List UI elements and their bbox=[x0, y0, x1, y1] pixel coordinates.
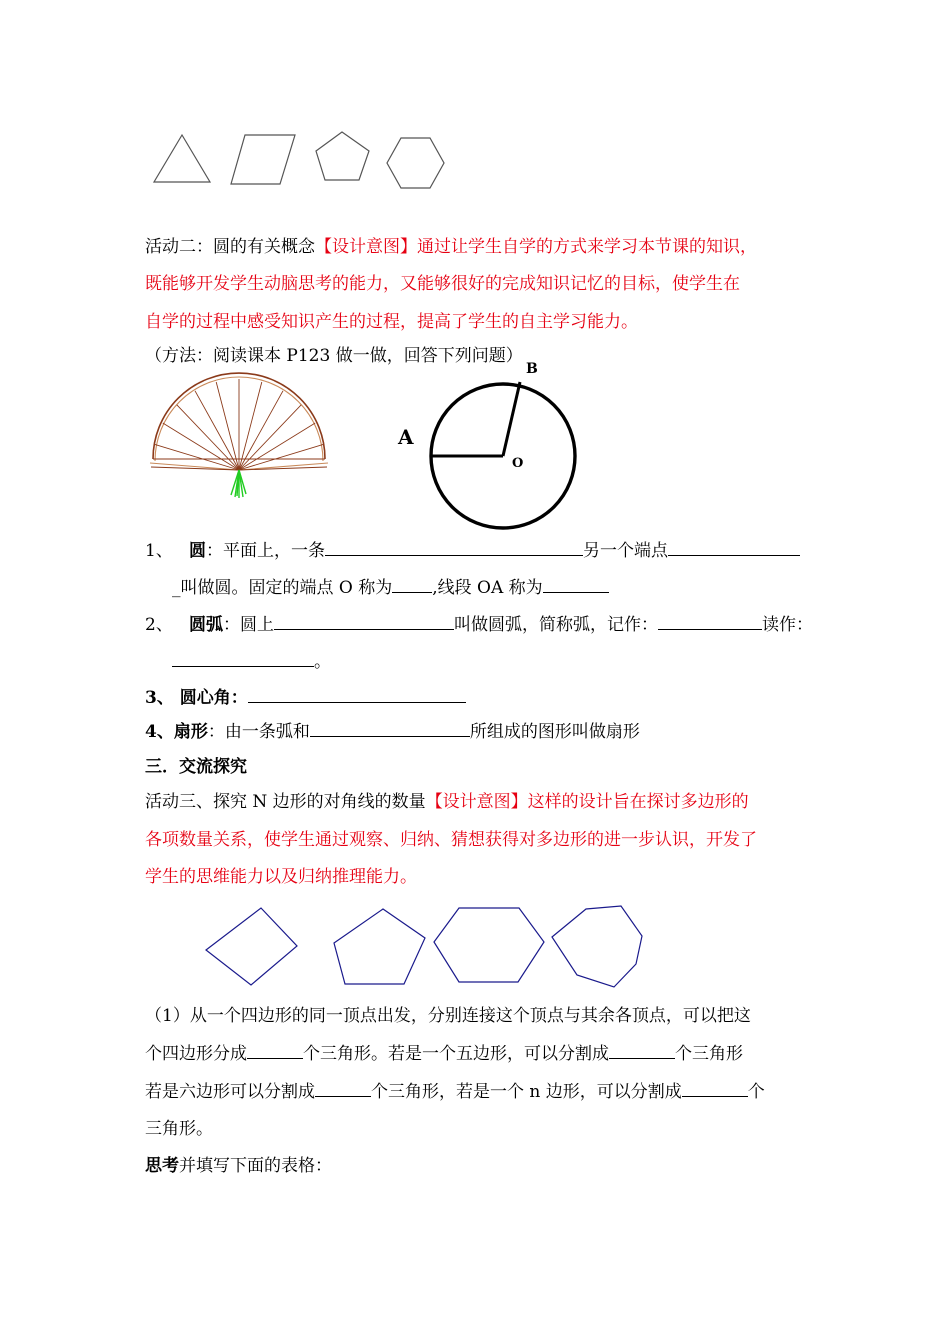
section3-heading: 三．交流探究 bbox=[145, 757, 247, 777]
quadrilateral-shape bbox=[206, 908, 297, 985]
activity2-design-3: 自学的过程中感受知识产生的过程，提高了学生的自主学习能力。 bbox=[145, 312, 638, 332]
hexagon-blue-shape bbox=[434, 908, 544, 982]
activity3-design-3: 学生的思维能力以及归纳推理能力。 bbox=[145, 867, 417, 887]
q4-text-1: ：由一条弧和 bbox=[207, 722, 310, 742]
q4-text-2: 所组成的图形叫做扇形 bbox=[469, 722, 640, 742]
activity2-design-2: 既能够开发学生动脑思考的能力，又能够很好的完成知识记忆的目标，使学生在 bbox=[145, 274, 740, 294]
q2-text-1: ：圆上 bbox=[223, 615, 275, 635]
q2-term: 圆弧 bbox=[189, 615, 224, 635]
activity2-method: （方法：阅读课本 P123 做一做，回答下列问题） bbox=[145, 346, 523, 366]
heptagon-shape bbox=[552, 906, 642, 987]
para1-text-3: 个三角形 bbox=[675, 1044, 743, 1064]
q1-number: 1、 bbox=[145, 541, 173, 561]
activity2-design-1: 【设计意图】通过让学生自学的方式来学习本节课的知识， bbox=[315, 237, 757, 257]
para1-line2 bbox=[145, 1043, 743, 1065]
para1-blank-1[interactable] bbox=[247, 1044, 303, 1059]
q2-number: 2、 bbox=[145, 615, 173, 635]
think-rest: 并填写下面的表格： bbox=[179, 1156, 332, 1176]
activity2-lead: 活动二：圆的有关概念 bbox=[145, 237, 315, 257]
para1-text-1: 个四边形分成 bbox=[145, 1044, 247, 1064]
para1-blank-4[interactable] bbox=[682, 1082, 748, 1097]
q1-text-3: _叫做圆。固定的端点 O 称为 bbox=[172, 578, 393, 598]
q1-text-4: ,线段 OA 称为 bbox=[432, 578, 543, 598]
q1-term: 圆 bbox=[189, 541, 207, 561]
label-a: A bbox=[398, 425, 414, 449]
q1-text-1: ：平面上，一条 bbox=[206, 541, 326, 561]
q4-label: 4、扇形 bbox=[145, 722, 208, 742]
activity3-design-2: 各项数量关系，使学生通过观察、归纳、猜想获得对多边形的进一步认识，开发了 bbox=[145, 830, 757, 850]
label-o: O bbox=[512, 456, 524, 471]
q2-text-4: 。 bbox=[314, 652, 331, 672]
para1-text-2: 个三角形。若是一个五边形，可以分割成 bbox=[303, 1044, 609, 1064]
para1-text-5: 个三角形，若是一个 n 边形，可以分割成 bbox=[371, 1082, 682, 1102]
think-bold: 思考 bbox=[145, 1156, 179, 1176]
activity3-design-1: 【设计意图】这样的设计旨在探讨多边形的 bbox=[425, 792, 749, 812]
q2-text-2: 叫做圆弧，简称弧，记作： bbox=[454, 615, 659, 635]
para1-line3 bbox=[145, 1081, 765, 1103]
q3-label: 3、 圆心角： bbox=[145, 688, 248, 708]
para1-blank-3[interactable] bbox=[315, 1082, 371, 1097]
q1-text-2: 另一个端点 bbox=[583, 541, 669, 561]
think-line bbox=[145, 1155, 332, 1177]
para1-text-6: 个 bbox=[747, 1082, 765, 1102]
pentagon-blue-shape bbox=[334, 909, 425, 984]
para1-blank-2[interactable] bbox=[609, 1044, 675, 1059]
label-b: B bbox=[526, 361, 538, 377]
para1-line1: （1）从一个四边形的同一顶点出发，分别连接这个顶点与其余各顶点，可以把这 bbox=[145, 1006, 751, 1026]
para1-text-4: 若是六边形可以分割成 bbox=[145, 1082, 315, 1102]
activity3-lead: 活动三、探究 N 边形的对角线的数量 bbox=[145, 792, 426, 812]
q2-text-3: 读作： bbox=[762, 615, 814, 635]
para1-line4: 三角形。 bbox=[145, 1119, 213, 1139]
